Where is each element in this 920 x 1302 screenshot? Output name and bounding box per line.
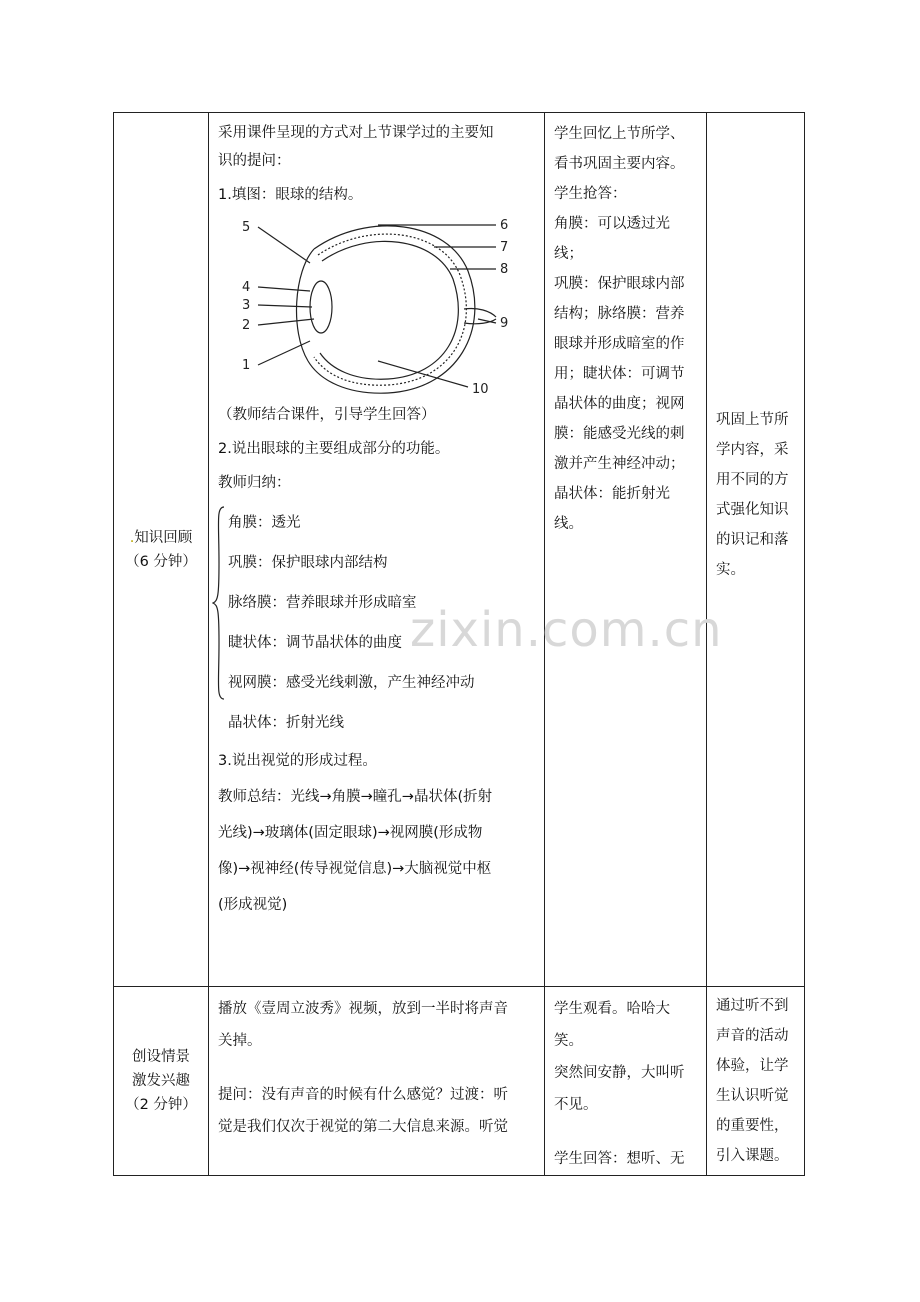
student-line: 膜：能感受光线的刺: [554, 426, 685, 442]
label-8: 8: [500, 262, 509, 277]
teacher-line: 觉是我们仅次于视觉的第二大信息来源。听觉: [218, 1119, 508, 1135]
label-6: 6: [500, 218, 509, 233]
student-line: 巩膜：保护眼球内部: [554, 276, 685, 292]
purpose-line: 体验，让学: [716, 1058, 789, 1074]
retina: [320, 241, 458, 379]
cornea: [297, 249, 314, 361]
student-activity-cell: [545, 987, 707, 1176]
function-item: 睫状体：调节晶状体的曲度: [228, 635, 402, 651]
purpose-line: 声音的活动: [716, 1028, 789, 1044]
intro-line: 采用课件呈现的方式对上节课学过的主要知: [218, 125, 494, 141]
conclusion-line: 光线)→玻璃体(固定眼球)→视网膜(形成物: [218, 825, 483, 841]
student-line: 晶状体的曲度；视网: [554, 396, 685, 412]
teacher-activity-cell: [209, 987, 545, 1176]
function-item: 巩膜：保护眼球内部结构: [228, 555, 388, 571]
student-line: 眼球并形成暗室的作: [554, 336, 685, 352]
lesson-plan-table: [113, 112, 805, 1176]
leader-5: [258, 227, 310, 263]
lens: [310, 281, 332, 333]
stage-duration: （2 分钟）: [125, 1097, 197, 1113]
summary-title: 教师归纳：: [218, 475, 291, 491]
label-4: 4: [242, 280, 251, 295]
question-1: 1.填图：眼球的结构。: [218, 187, 363, 203]
conclusion-line: 像)→视神经(传导视觉信息)→大脑视觉中枢: [218, 861, 492, 877]
conclusion-line: (形成视觉): [218, 897, 288, 913]
purpose-line: 实。: [716, 562, 745, 578]
label-5: 5: [242, 220, 251, 235]
student-line: 学生回忆上节所学、: [554, 126, 685, 142]
label-3: 3: [242, 298, 251, 313]
purpose-cell: [707, 987, 805, 1176]
purpose-line: 学内容，采: [716, 442, 789, 458]
stage-title: 知识回顾: [134, 529, 193, 546]
purpose-line: 巩固上节所: [716, 412, 789, 428]
student-line: 学生观看。哈哈大笑。: [554, 1001, 670, 1049]
student-line: 突然间安静，大叫听: [554, 1065, 685, 1081]
label-2: 2: [242, 318, 251, 333]
student-line: 用；睫状体：可调节: [554, 366, 685, 382]
purpose-line: 式强化知识: [716, 502, 789, 518]
stage-title: 激发兴趣: [132, 1073, 190, 1089]
purpose-line: 通过听不到: [716, 998, 789, 1014]
function-item: 脉络膜：营养眼球并形成暗室: [228, 595, 417, 611]
watermark: zixin.com.cn: [410, 602, 723, 658]
stage-cell: .知识回顾 （6 分钟）: [114, 113, 209, 987]
student-line: 不见。: [554, 1097, 598, 1113]
function-item: 角膜：透光: [228, 515, 301, 531]
row-scenario: [114, 987, 805, 1176]
teacher-line: 播放《壹周立波秀》视频，放到一半时将声音: [218, 1001, 508, 1017]
student-line: 激并产生神经冲动；: [554, 456, 685, 472]
question-3: 3.说出视觉的形成过程。: [218, 753, 377, 769]
purpose-line: 生认识听觉: [716, 1088, 789, 1104]
function-item: 视网膜：感受光线刺激，产生神经冲动: [228, 675, 475, 691]
teacher-line: 关掉。: [218, 1033, 262, 1049]
purpose-line: 的重要性，: [716, 1118, 789, 1134]
student-line: 晶状体：能折射光线。: [554, 486, 670, 532]
student-line: 学生回答：想听、无: [554, 1151, 685, 1167]
brace-icon: [212, 503, 226, 703]
purpose-line: 的识记和落: [716, 532, 789, 548]
student-line: 看书巩固主要内容。: [554, 156, 685, 172]
purpose-line: 用不同的方: [716, 472, 789, 488]
student-line: 角膜：可以透过光线；: [554, 216, 670, 262]
label-10: 10: [472, 382, 489, 397]
hint: （教师结合课件，引导学生回答）: [218, 407, 436, 423]
teacher-line: 提问：没有声音的时候有什么感觉？过渡：听: [218, 1087, 508, 1103]
question-2: 2.说出眼球的主要组成部分的功能。: [218, 441, 450, 457]
row-knowledge-review: [114, 113, 805, 987]
stage-duration: （6 分钟）: [125, 553, 197, 570]
stage-cell: [114, 987, 209, 1176]
purpose-cell: [707, 113, 805, 987]
function-list: [218, 503, 536, 743]
function-item: 晶状体：折射光线: [228, 715, 344, 731]
intro-line: 识的提问：: [218, 153, 291, 169]
stage-title: 创设情景: [132, 1049, 190, 1065]
teacher-activity-cell: [209, 113, 545, 987]
conclusion-line: 教师总结：光线→角膜→瞳孔→晶状体(折射: [218, 789, 493, 805]
label-7: 7: [500, 240, 509, 255]
student-line: 结构；脉络膜：营养: [554, 306, 685, 322]
label-9: 9: [500, 316, 509, 331]
sclera-outer: [308, 226, 475, 393]
eyeball-diagram: [228, 211, 528, 401]
label-1: 1: [242, 358, 251, 373]
choroid: [314, 234, 466, 385]
student-line: 学生抢答：: [554, 186, 627, 202]
student-activity-cell: [545, 113, 707, 987]
purpose-line: 引入课题。: [716, 1148, 789, 1164]
